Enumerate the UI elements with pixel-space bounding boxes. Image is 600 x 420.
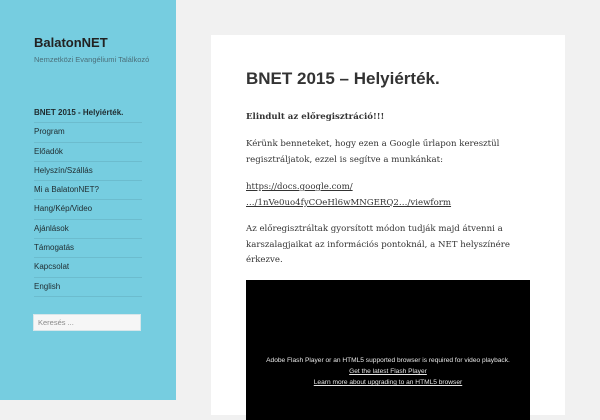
nav-item-mi-a-balatonnet[interactable]: Mi a BalatonNET? — [34, 181, 142, 200]
nav-item-kapcsolat[interactable]: Kapcsolat — [34, 258, 142, 277]
video-message: Adobe Flash Player or an HTML5 supported browser is required for video playback. — [266, 357, 510, 364]
post-content — [211, 35, 565, 415]
nav-item-ajanlasok[interactable]: Ajánlások — [34, 220, 142, 239]
flash-player-link[interactable]: Get the latest Flash Player — [349, 368, 427, 375]
nav-item-helyszin[interactable]: Helyszín/Szállás — [34, 162, 142, 181]
post-title: BNET 2015 – Helyiérték. — [246, 69, 440, 88]
site-description: Nemzetközi Evangéliumi Találkozó — [34, 55, 150, 64]
sidebar — [0, 0, 176, 400]
nav-item-eloadok[interactable]: Előadók — [34, 143, 142, 162]
registration-headline: Elindult az előregisztráció!!! — [246, 112, 385, 122]
nav-item-bnet-2015[interactable]: BNET 2015 - Helyiérték. — [34, 104, 142, 123]
registration-link-line2[interactable]: …/1nVe0uo4fyCOeHl6wMNGERQ2…/viewform — [246, 197, 452, 208]
main-nav — [34, 104, 142, 297]
registration-link-line1[interactable]: https://docs.google.com/ — [246, 182, 353, 192]
registration-link[interactable] — [246, 180, 536, 211]
nav-item-hang-kep-video[interactable]: Hang/Kép/Video — [34, 200, 142, 219]
closing-paragraph: Az előregisztráltak gyorsított módon tudják majd átvenni a karszalagjaikat az információs pontoknál, a NET helyszínére érkezve. — [246, 224, 510, 265]
site-title[interactable]: BalatonNET — [34, 35, 108, 50]
nav-item-english[interactable]: English — [34, 278, 142, 297]
search-input[interactable] — [33, 314, 141, 331]
nav-item-program[interactable]: Program — [34, 123, 142, 142]
html5-upgrade-link[interactable]: Learn more about upgrading to an HTML5 browser — [313, 379, 463, 386]
intro-paragraph: Kérünk benneteket, hogy ezen a Google űrlapon keresztül regisztráljatok, ezzel is segítve a munkánkat: — [246, 139, 500, 165]
video-player[interactable] — [246, 280, 530, 420]
nav-item-tamogatas[interactable]: Támogatás — [34, 239, 142, 258]
